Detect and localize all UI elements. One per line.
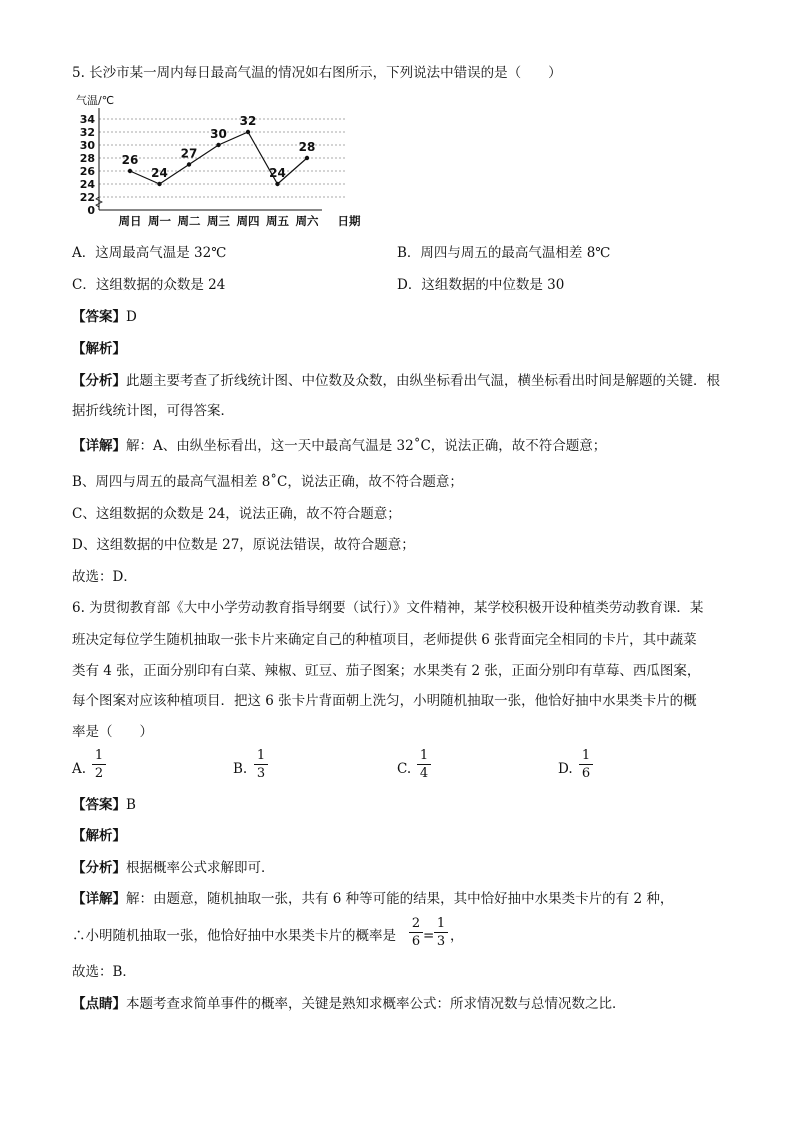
q5-option-a: A．这周最高气温是 32℃	[72, 245, 227, 261]
x-axis-label: 日期	[337, 214, 361, 228]
q5-option-b: B．周四与周五的最高气温相差 8℃	[397, 245, 611, 261]
x-tick-label: 周六	[295, 214, 319, 228]
q5-stem: 5. 长沙市某一周内每日最高气温的情况如右图所示，下列说法中错误的是（ ）	[72, 65, 562, 81]
fraction-numerator: 1	[92, 748, 106, 765]
fraction-numerator: 1	[254, 748, 268, 765]
q6-fenxi	[72, 859, 275, 877]
x-tick-label: 周二	[177, 214, 201, 228]
x-tick-label: 周五	[266, 214, 289, 228]
data-point	[157, 182, 161, 186]
y-tick-label: 0	[87, 204, 95, 217]
q6-analysis-tag: 【解析】	[72, 828, 126, 844]
q5-answer	[72, 308, 137, 326]
dianjing-tag: 【点睛】	[72, 996, 126, 1012]
data-label: 32	[239, 114, 257, 128]
data-point	[187, 162, 191, 166]
q5-option-d: D．这组数据的中位数是 30	[397, 277, 565, 293]
data-label: 24	[151, 166, 168, 180]
data-label: 26	[121, 153, 139, 167]
q6-option-c-label: C.	[397, 761, 412, 777]
fraction-denominator: 6	[581, 766, 591, 781]
x-tick-label: 周四	[236, 214, 260, 228]
data-point	[216, 143, 220, 147]
q6-conclusion: 故选：B．	[72, 964, 136, 980]
q6-detail-line2: ∴小明随机抽取一张，他恰好抽中水果类卡片的概率是	[72, 928, 396, 944]
q6-stem-line2: 班决定每位学生随机抽取一张卡片来确定自己的种植项目，老师提供 6 张背面完全相同的卡片，其中蔬菜	[72, 632, 697, 648]
q6-detail-equals: =	[423, 928, 435, 944]
q6-option-d-fraction	[579, 748, 593, 781]
y-tick-label: 32	[79, 126, 95, 139]
answer-tag: 【答案】	[72, 797, 126, 813]
q6-stem-line5: 率是（ ）	[72, 724, 153, 740]
y-tick-label: 30	[79, 139, 95, 152]
q5-analysis-tag: 【解析】	[72, 341, 126, 357]
q6-stem-line1: 6. 为贯彻教育部《大中小学劳动教育指导纲要（试行）》文件精神，某学校积极开设种植类劳动教育课．某	[72, 600, 704, 616]
q6-detail-fraction-2	[434, 916, 448, 949]
q6-detail-line1	[72, 890, 673, 908]
q5-detail-line2: B、周四与周五的最高气温相差 8˚C，说法正确，故不符合题意；	[72, 474, 463, 490]
y-tick-label: 24	[79, 178, 95, 191]
q5-detail-line3: C、这组数据的众数是 24，说法正确，故不符合题意；	[72, 506, 401, 522]
detail-text: 解：A、由纵坐标看出，这一天中最高气温是 32˚C，说法正确，故不符合题意；	[126, 438, 607, 454]
q6-detail-fraction-1	[409, 916, 423, 949]
dianjing-text: 本题考查求简单事件的概率，关键是熟知求概率公式：所求情况数与总情况数之比．	[126, 996, 626, 1012]
q6-stem-line4: 每个图案对应该种植项目．把这 6 张卡片背面朝上洗匀，小明随机抽取一张，他恰好抽中水果类卡片的概	[72, 693, 697, 709]
q6-detail-comma: ，	[450, 928, 464, 944]
q5-conclusion: 故选：D．	[72, 569, 137, 585]
answer-value: D	[126, 309, 137, 325]
fraction-denominator: 3	[436, 934, 446, 949]
detail-text: 解：由题意，随机抽取一张，共有 6 种等可能的结果，其中恰好抽中水果类卡片的有 2 种，	[126, 891, 674, 907]
y-tick-label: 34	[79, 113, 95, 126]
q6-option-b-label: B.	[233, 761, 248, 777]
fenxi-text: 根据概率公式求解即可．	[126, 860, 275, 876]
fenxi-text: 此题主要考查了折线统计图、中位数及众数，由纵坐标看出气温，横坐标看出时间是解题的关键．根	[126, 373, 720, 389]
data-point	[246, 130, 250, 134]
data-label: 24	[269, 166, 286, 180]
detail-tag: 【详解】	[72, 891, 126, 907]
q6-option-d-label: D.	[558, 761, 573, 777]
data-point	[275, 182, 279, 186]
y-tick-label: 26	[79, 165, 95, 178]
q5-detail-line4: D、这组数据的中位数是 27，原说法错误，故符合题意；	[72, 537, 415, 553]
fraction-numerator: 1	[434, 916, 448, 933]
fraction-denominator: 6	[411, 934, 421, 949]
fraction-denominator: 3	[256, 766, 266, 781]
data-point	[305, 156, 309, 160]
q5-detail-line1	[72, 437, 606, 455]
y-axis-label: 气温/℃	[76, 94, 115, 107]
q6-answer	[72, 796, 136, 814]
fraction-numerator: 2	[409, 916, 423, 933]
q6-dianjing	[72, 995, 626, 1013]
data-label: 30	[210, 127, 227, 141]
data-label: 28	[298, 140, 316, 154]
answer-tag: 【答案】	[72, 309, 126, 325]
y-tick-label: 22	[79, 191, 95, 204]
data-label: 27	[180, 146, 198, 161]
temperature-line-chart	[72, 92, 362, 232]
q5-fenxi-line2: 据折线统计图，可得答案．	[72, 403, 234, 419]
fenxi-tag: 【分析】	[72, 860, 126, 876]
q5-option-c: C．这组数据的众数是 24	[72, 277, 226, 293]
fraction-numerator: 1	[579, 748, 593, 765]
x-tick-label: 周一	[148, 214, 171, 228]
q6-option-c-fraction	[417, 748, 431, 781]
q6-stem-line3: 类有 4 张，正面分别印有白菜、辣椒、豇豆、茄子图案；水果类有 2 张，正面分别印有草莓、西瓜图案，	[72, 663, 701, 679]
x-tick-label: 周日	[118, 214, 142, 228]
detail-tag: 【详解】	[72, 438, 126, 454]
fenxi-tag: 【分析】	[72, 373, 126, 389]
q6-option-a-fraction	[92, 748, 106, 781]
x-tick-label: 周三	[207, 214, 230, 228]
data-point	[128, 169, 132, 173]
q6-option-b-fraction	[254, 748, 268, 781]
answer-value: B	[126, 797, 136, 813]
y-tick-label: 28	[79, 152, 95, 165]
q6-option-a-label: A.	[72, 761, 87, 777]
fraction-numerator: 1	[417, 748, 431, 765]
fraction-denominator: 2	[94, 766, 104, 781]
q5-fenxi-line1	[72, 372, 720, 390]
fraction-denominator: 4	[419, 766, 429, 781]
